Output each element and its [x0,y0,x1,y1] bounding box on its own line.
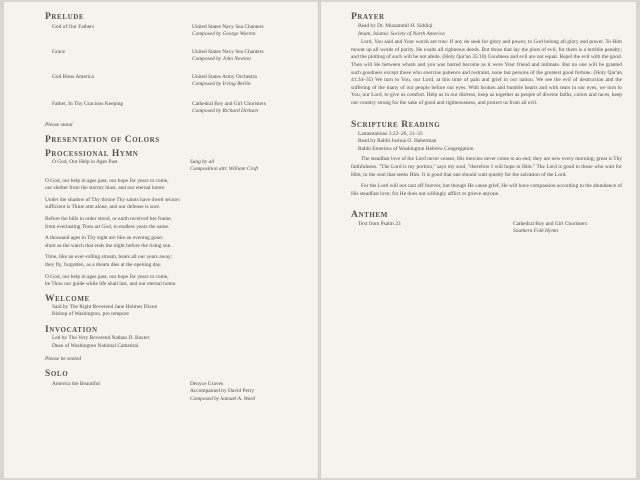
hymn-sung-note: Sung by all [190,158,215,165]
invocation-line: Led by The Very Reverend Nathan D. Baxter [52,334,150,341]
prelude-item-performer: United States Navy Sea Chanters [192,24,264,30]
prelude-item-note: Composed by John Newton [192,56,251,62]
anthem-text: Text from Psalm 23 [358,221,401,228]
solo-heading: Solo [45,368,69,379]
scripture-line: Read by Rabbi Joshua O. Haberman [358,138,437,145]
presentation-heading: Presentation of Colors [45,134,160,145]
prelude-item-performer: United States Army Orchestra [192,74,257,80]
prelude-item [45,49,306,74]
hymn-verse-line: O God, our help in ages past, our hope for years to come, [45,273,169,280]
scripture-line: Lamentations 3:22–26, 31–33 [358,130,423,137]
prelude-item-title: Father, In Thy Gracious Keeping [52,101,124,107]
anthem-heading: Anthem [351,210,388,221]
solo-performer: Denyce Graves [190,380,224,387]
solo-row [45,381,306,405]
welcome-heading: Welcome [45,293,90,304]
hymn-verse-line: be Thou our guide while life shall last, and our eternal home. [45,281,177,288]
hymn-verse-line: A thousand ages in Thy sight are like an evening gone; [45,235,164,242]
hymn-verse-line: Time, like an ever-rolling stream, bears all our years away; [45,254,173,261]
scripture-heading: Scripture Reading [351,119,441,130]
solo-note: Composed by Samuel A. Ward [190,395,255,402]
solo-accompanist: Accompanied by David Perry [190,388,255,395]
welcome-line: Said by The Right Reverend Jane Holmes Dixon [52,303,158,310]
hymn-verse-line: Under the shadow of Thy throne Thy saints have dwelt secure; [45,196,181,203]
prayer-body: Lord, You said and Your words are true: If any do seek for glory and power, to God belong all glory and power. To Him mount up all words of purity. He exalts all righteous deeds. But those that lay the plots of evil, for them is a terrible penalty; and the plotting of such will be not abide. (Holy Qur'an 35:10) Goodness and evil are not equal. Repel the evil with the good. Then will He between whom and you was hatred become as it were Your friend and intimate. But no one will be granted such goodness except those who exercise patience and restraint, none but persons of the greatest good fortune. (Holy Qur'an 41:34–35) We turn to You, our Lord, at this time of pain and grief in our nation. We see the evil of destruction and the suffering of the many of our people before our eyes. With broken and humble hearts and with tears in our eyes, we turn to You, our Lord, to give us comfort. Help us in our distress, keep us together as people of diverse faiths, colors and races, keep our country strong for the sake of good and righteousness, and protect us from all evil. [351,39,622,106]
prelude-item [45,101,306,121]
prelude-item-note: Composed by George Warren [192,31,256,37]
hymn-verse-line: they fly, forgotten, as a dream dies at the opening day. [45,261,162,268]
prayer-affiliation: Imam, Islamic Society of North America [358,30,445,37]
prelude-item [45,74,306,101]
left-page [4,2,318,478]
hymn-title: O God, Our Help in Ages Past [52,158,118,165]
hymn-verse-line: sufficient is Thine arm alone, and our defense is sure. [45,204,161,211]
scripture-paragraph: For the Lord will not cast off forever, but though He cause grief, He will have compassion according to the abundance of His steadfast love; for He does not willingly afflict or grieve anyone. [351,183,622,197]
prayer-reader: Read by Dr. Muzammil H. Siddiqi [358,23,433,29]
prelude-item-title: God of Our Fathers [52,24,95,30]
please-stand-note: Please stand [45,122,73,128]
please-be-seated-note: Please be seated [45,356,81,363]
prelude-item-note: Composed by Richard Dirksen [192,108,259,114]
prelude-item-performer: Cathedral Boy and Girl Choristers [192,101,266,107]
hymn-verse-line: O God, our help in ages past, our hope for years to come, [45,177,169,184]
hymn-verses [45,178,306,289]
hymn-verse-line: Before the hills in order stood, or earth received her frame, [45,215,172,222]
solo-title: America the Beautiful [52,380,100,387]
right-page [321,2,636,478]
prelude-item-title: Grace [52,49,65,55]
hymn-verse-line: from everlasting Thou art God, to endless years the same. [45,223,170,230]
prelude-heading: Prelude [45,12,85,22]
prayer-heading: Prayer [351,12,385,22]
prelude-item [45,24,306,49]
anthem-performer: Cathedral Boy and Girl Choristers [513,221,587,228]
invocation-heading: Invocation [45,324,98,335]
anthem-note: Southern Folk Hymn [513,228,558,235]
processional-heading: Processional Hymn [45,148,139,159]
scripture-line: Rabbi Emeritus of Washington Hebrew Congregation [358,145,474,152]
processional-title-row [45,159,306,175]
hymn-verse-line: our shelter from the stormy blast, and our eternal home: [45,185,166,192]
prelude-item-note: Composed by Irving Berlin [192,81,251,87]
hymn-composition-note: Composition attr. William Croft [190,165,259,172]
hymn-verse-line: short as the watch that ends the night before the rising sun. [45,242,172,249]
anthem-row [351,221,622,237]
prelude-item-title: God Bless America [52,74,94,80]
invocation-line: Dean of Washington National Cathedral [52,342,139,349]
scripture-paragraph: The steadfast love of the Lord never ceases, His mercies never come to an end; they are new every morning; great is Thy faithfulness. "The Lord is my portion," says my soul, "therefore I will hope in Him." The Lord is good to those who wait for Him, to the soul that seeks Him. It is good that one should wait quietly for the salvation of the Lord. [351,156,622,178]
prelude-item-performer: United States Navy Sea Chanters [192,49,264,55]
welcome-line: Bishop of Washington, pro tempore [52,311,129,318]
